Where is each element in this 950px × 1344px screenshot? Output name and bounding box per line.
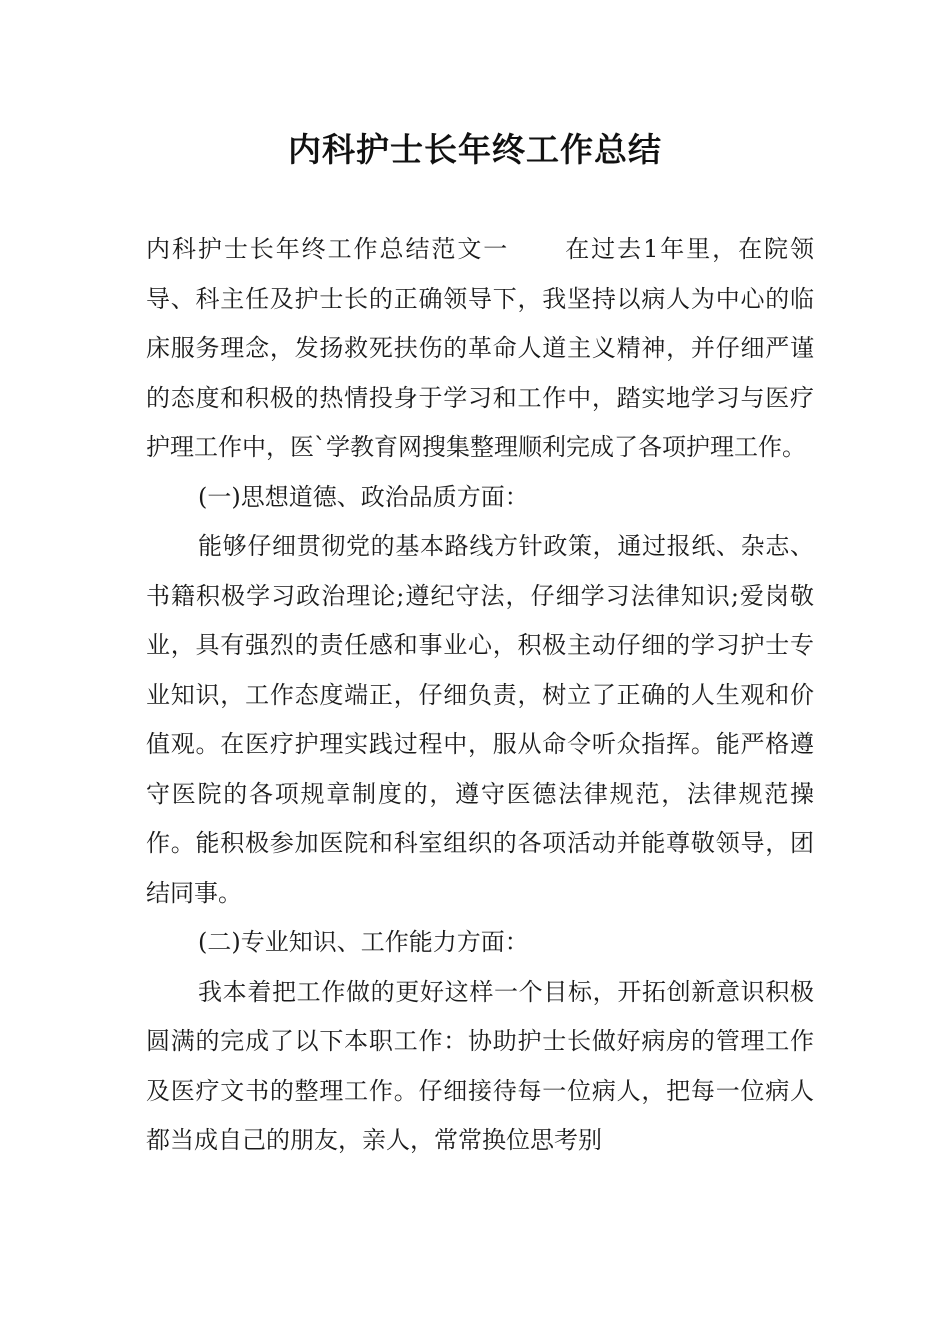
paragraph-ideology: 能够仔细贯彻党的基本路线方针政策，通过报纸、杂志、书籍积极学习政治理论;遵纪守法，仔细学习法律知识;爱岗敬业，具有强烈的责任感和事业心，积极主动仔细的学习护士专业知识，工作态度端正，仔细负责，树立了正确的人生观和价值观。在医疗护理实践过程中，服从命令听众指挥。能严格遵守医院的各项规章制度的，遵守医德法律规范，法律规范操作。能积极参加医院和科室组织的各项活动并能尊敬领导，团结同事。 (146, 532, 814, 907)
section-heading-ideology: (一)思想道德、政治品质方面： (198, 482, 529, 511)
document-body (146, 225, 814, 1166)
paragraph-professional: 我本着把工作做的更好这样一个目标，开拓创新意识积极圆满的完成了以下本职工作：协助护士长做好病房的管理工作及医疗文书的整理工作。仔细接待每一位病人，把每一位病人都当成自己的朋友，亲人，常常换位思考别 (146, 977, 814, 1154)
intro-paragraph (146, 225, 814, 473)
intro-text: 在过去1年里，在院领导、科主任及护士长的正确领导下，我坚持以病人为中心的临床服务理念，发扬救死扶伤的革命人道主义精神，并仔细严谨的态度和积极的热情投身于学习和工作中，踏实地学习与医疗护理工作中，医`学教育网搜集整理顺利完成了各项护理工作。 (146, 235, 815, 461)
intro-label: 内科护士长年终工作总结范文一 (146, 235, 510, 263)
document-title: 内科护士长年终工作总结 (288, 130, 662, 169)
section-heading-professional: (二)专业知识、工作能力方面： (198, 928, 529, 956)
